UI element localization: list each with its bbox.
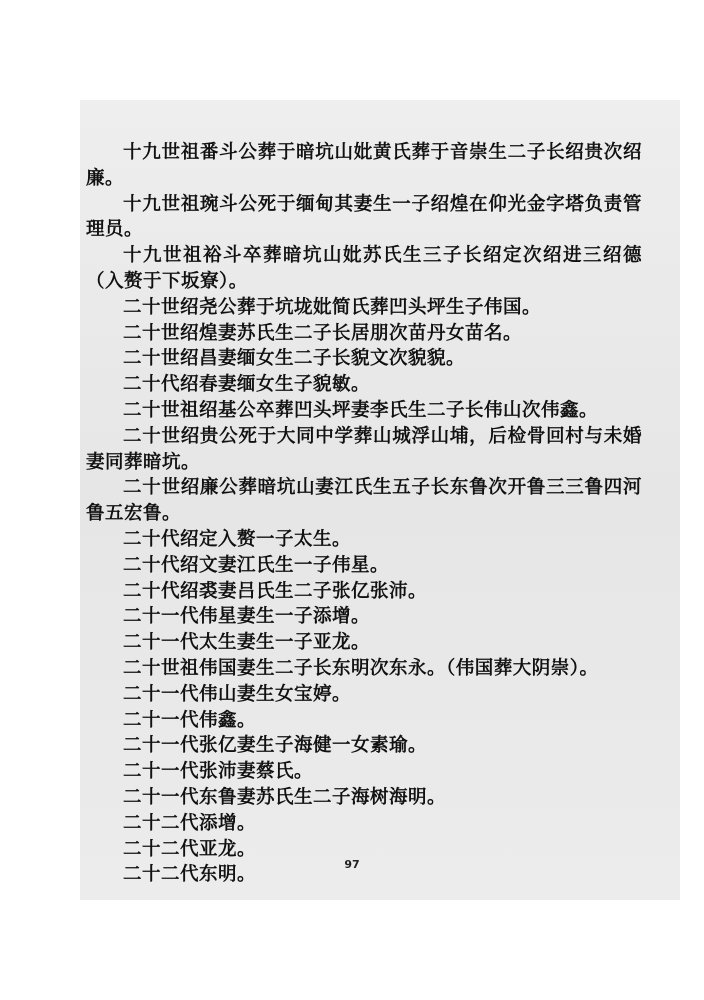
paragraph: 二十一代张亿妻生子海健一女素瑜。 [123,735,428,757]
paragraph: 二十一代东鲁妻苏氏生二子海树海明。 [123,786,447,808]
paragraph: 二十一代伟鑫。 [123,709,257,731]
paragraph: 十九世祖裕斗卒葬暗坑山妣苏氏生三子长绍定次绍进三绍德（入赘于下坂寮）。 [86,245,642,292]
paragraph: 二十一代伟山妻生女宝婷。 [123,683,352,705]
paragraph: 二十代绍文妻江氏生一子伟星。 [123,554,390,576]
paragraph: 二十二代亚龙。 [123,838,257,860]
paragraph: 二十一代伟星妻生一子添增。 [123,606,371,628]
paragraph: 二十世绍贵公死于大同中学葬山城浮山埔，后检骨回村与未婚妻同葬暗坑。 [86,425,642,473]
paragraph: 二十世祖绍基公卒葬凹头坪妻李氏生二子长伟山次伟鑫。 [123,399,599,421]
paragraph: 二十世绍尧公葬于坑垅妣简氏葬凹头坪生子伟国。 [123,296,542,318]
genealogy-text [86,140,642,888]
paragraph: 二十世绍昌妻缅女生二子长貌文次貌貌。 [123,348,466,370]
paragraph: 二十世祖伟国妻生二子长东明次东永。（伟国葬大阴崇）。 [123,657,599,679]
paragraph: 二十代绍定入赘一子太生。 [123,528,352,550]
paragraph: 二十世绍煌妻苏氏生二子长居朋次苗丹女苗名。 [123,322,523,344]
paragraph: 二十二代添增。 [123,812,257,834]
paragraph: 二十世绍廉公葬暗坑山妻江氏生五子长东鲁次开鲁三三鲁四河鲁五宏鲁。 [86,477,642,525]
paragraph: 十九世祖琬斗公死于缅甸其妻生一子绍煌在仰光金字塔负责管理员。 [86,193,642,241]
page-number: 97 [344,858,360,871]
paragraph: 十九世祖番斗公葬于暗坑山妣黄氏葬于音崇生二子长绍贵次绍廉。 [86,142,642,189]
paragraph: 二十一代太生妻生一子亚龙。 [123,632,371,654]
paragraph: 二十一代张沛妻蔡氏。 [123,761,314,783]
paragraph: 二十二代东明。 [123,864,257,886]
paragraph: 二十代绍春妻缅女生子貌敏。 [123,374,371,396]
paragraph: 二十代绍裘妻吕氏生二子张亿张沛。 [123,580,428,602]
